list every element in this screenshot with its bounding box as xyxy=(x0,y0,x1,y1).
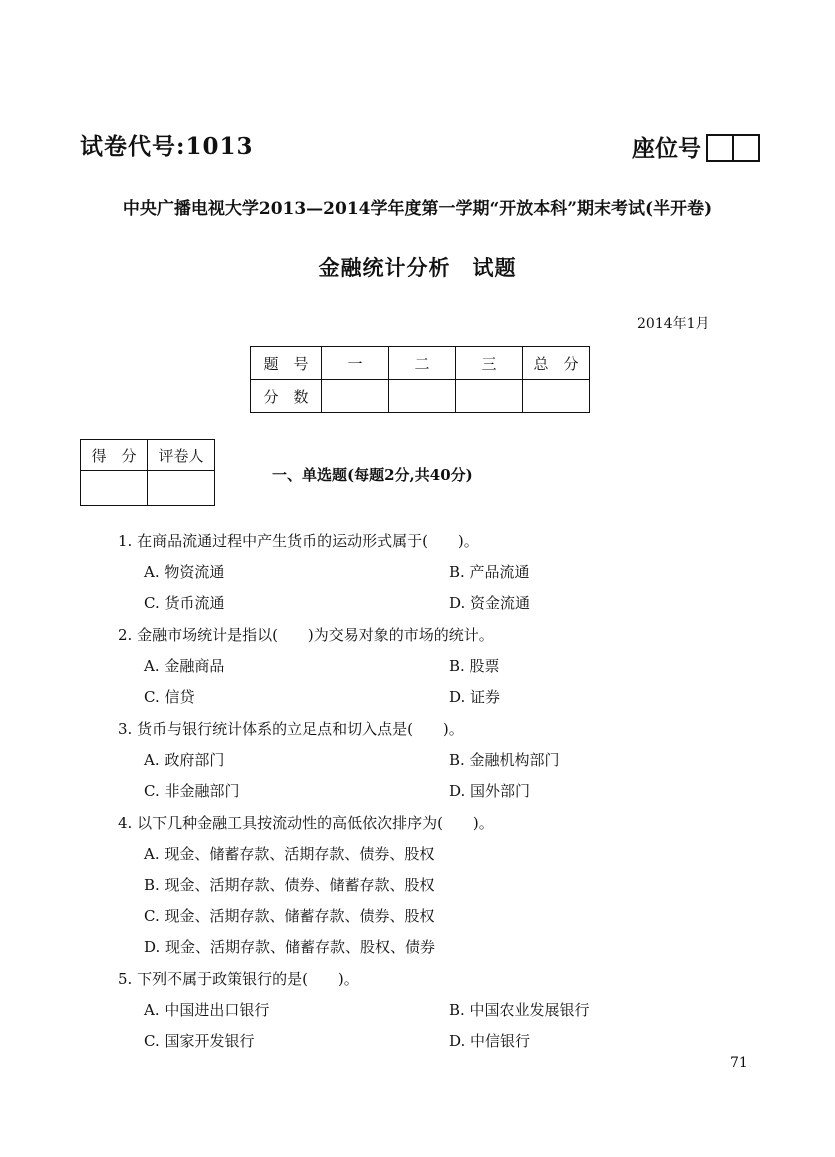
q4-option-d: D. 现金、活期存款、储蓄存款、股权、债券 xyxy=(144,938,436,956)
grader-score-cell xyxy=(81,471,148,506)
score-header-cell: 三 xyxy=(456,347,523,380)
seat-box xyxy=(732,134,760,162)
q5-option-a: A. 中国进出口银行 xyxy=(144,1001,270,1019)
score-header-cell: 二 xyxy=(389,347,456,380)
q5-option-c: C. 国家开发银行 xyxy=(144,1032,255,1050)
q5-option-b: B. 中国农业发展银行 xyxy=(449,1001,590,1019)
score-header-cell: 一 xyxy=(322,347,389,380)
seat-box xyxy=(706,134,734,162)
q2-option-b: B. 股票 xyxy=(449,657,500,675)
grader-score-label: 得 分 xyxy=(81,440,148,471)
score-cell xyxy=(523,380,590,413)
university-title: 中央广播电视大学2013—2014学年度第一学期“开放本科”期末考试(半开卷) xyxy=(122,199,713,219)
score-row-label: 分 数 xyxy=(251,380,322,413)
q5-option-d: D. 中信银行 xyxy=(449,1032,531,1050)
seat-number-boxes xyxy=(708,134,760,162)
page-number: 71 xyxy=(730,1055,748,1071)
q3-option-a: A. 政府部门 xyxy=(144,751,225,769)
question-5: 5. 下列不属于政策银行的是( )。 xyxy=(118,970,359,988)
score-table xyxy=(250,346,590,413)
question-4: 4. 以下几种金融工具按流动性的高低依次排序为( )。 xyxy=(118,814,494,832)
q4-option-a: A. 现金、储蓄存款、活期存款、债券、股权 xyxy=(144,845,435,863)
q4-option-b: B. 现金、活期存款、债券、储蓄存款、股权 xyxy=(144,876,435,894)
exam-date: 2014年1月 xyxy=(637,316,710,332)
q1-option-b: B. 产品流通 xyxy=(449,563,530,581)
q1-option-c: C. 货币流通 xyxy=(144,594,225,612)
subject-title: 金融统计分析 试题 xyxy=(318,255,517,280)
question-3: 3. 货币与银行统计体系的立足点和切入点是( )。 xyxy=(118,720,464,738)
seat-number-label: 座位号 xyxy=(632,135,701,162)
q4-option-c: C. 现金、活期存款、储蓄存款、债券、股权 xyxy=(144,907,435,925)
grader-name-cell xyxy=(148,471,215,506)
q1-option-d: D. 资金流通 xyxy=(449,594,531,612)
q2-option-c: C. 信贷 xyxy=(144,688,195,706)
section-title: 一、单选题(每题2分,共40分) xyxy=(272,466,473,484)
score-cell xyxy=(322,380,389,413)
q3-option-d: D. 国外部门 xyxy=(449,782,531,800)
score-header-cell: 总 分 xyxy=(523,347,590,380)
grader-table xyxy=(80,439,215,506)
score-header-cell: 题 号 xyxy=(251,347,322,380)
question-2: 2. 金融市场统计是指以( )为交易对象的市场的统计。 xyxy=(118,626,494,644)
q2-option-d: D. 证券 xyxy=(449,688,501,706)
q3-option-c: C. 非金融部门 xyxy=(144,782,240,800)
grader-name-label: 评卷人 xyxy=(148,440,215,471)
q2-option-a: A. 金融商品 xyxy=(144,657,225,675)
q3-option-b: B. 金融机构部门 xyxy=(449,751,560,769)
q1-option-a: A. 物资流通 xyxy=(144,563,225,581)
score-cell xyxy=(456,380,523,413)
paper-code: 试卷代号:1013 xyxy=(80,133,254,160)
question-1: 1. 在商品流通过程中产生货币的运动形式属于( )。 xyxy=(118,532,479,550)
score-cell xyxy=(389,380,456,413)
